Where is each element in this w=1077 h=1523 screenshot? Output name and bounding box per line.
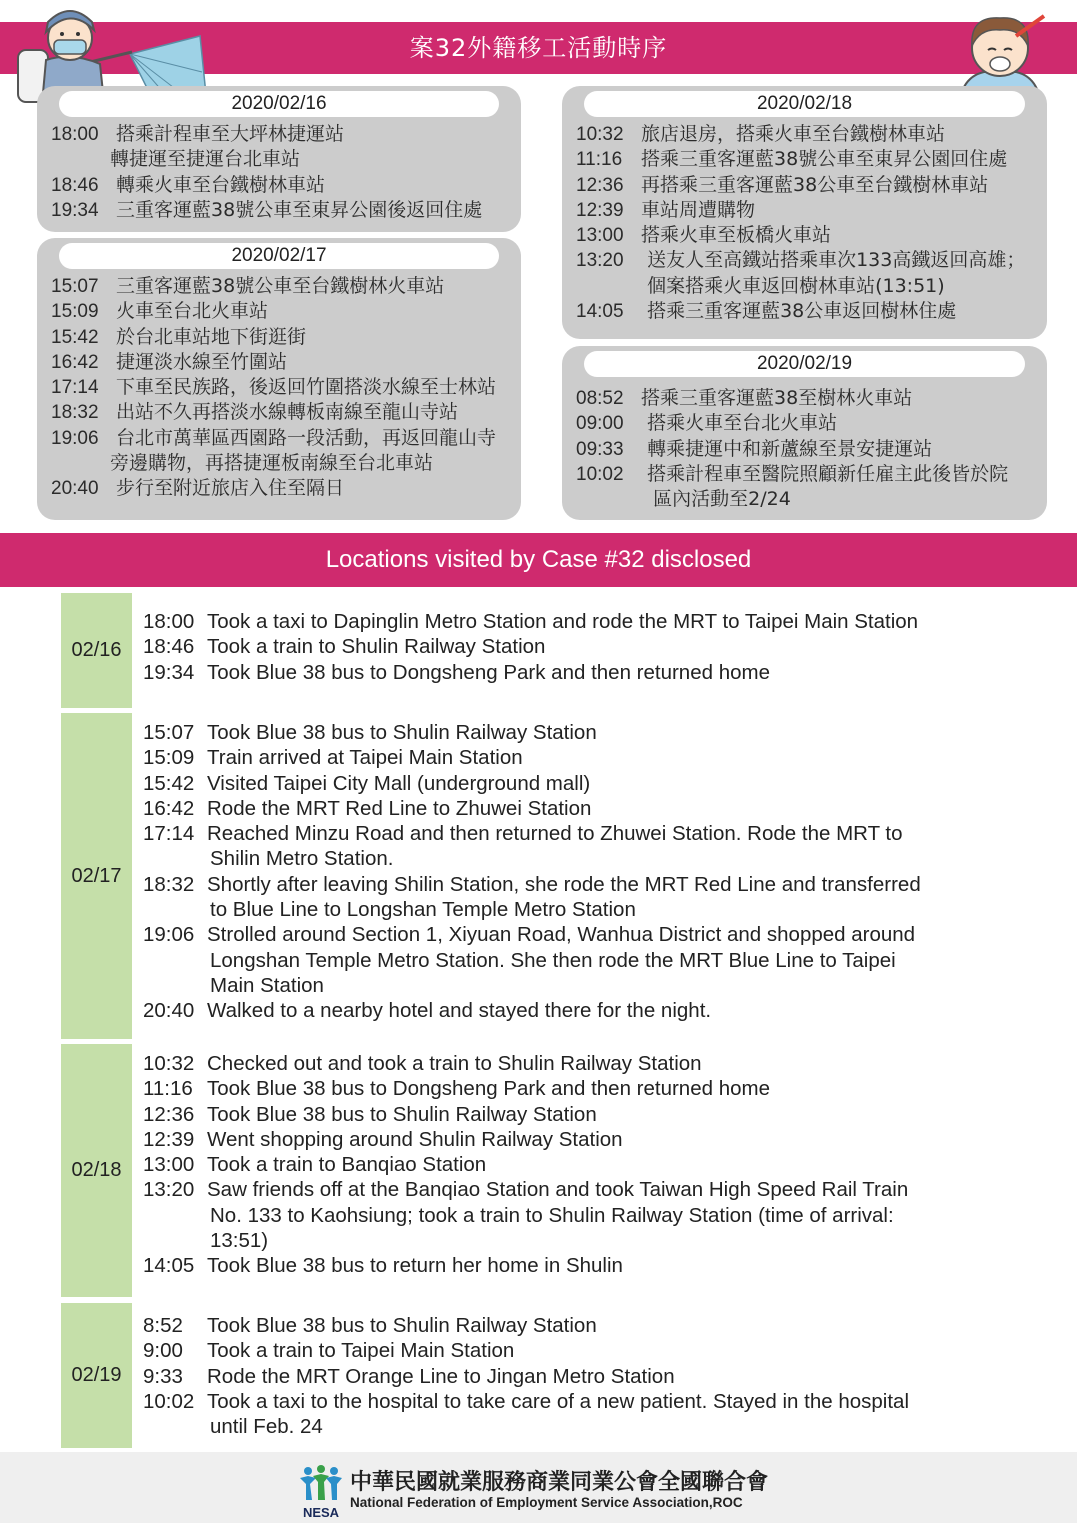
zh-entry [576,487,1039,512]
zh-entry [51,400,513,425]
zh-entry-text: 搭乘三重客運藍38公車返回樹林住處 [635,300,957,323]
en-entry-time: 18:32 [143,872,195,896]
en-entry [143,846,1061,871]
en-entry-text: Rode the MRT Red Line to Zhuwei Station [207,796,592,820]
zh-entry-text: 區內活動至2/24 [635,488,791,511]
zh-entry-time: 15:07 [51,276,99,297]
en-entry [143,1177,1061,1202]
en-entry-time: 20:40 [143,999,195,1023]
zh-entry-text: 再搭乘三重客運藍38公車至台鐵樹林車站 [635,173,989,196]
zh-entry [576,462,1039,487]
zh-card-0216 [37,86,521,232]
zh-entry [51,122,513,147]
en-entry-time: 10:02 [143,1389,195,1413]
zh-entry [51,147,513,172]
en-entry-text: Checked out and took a train to Shulin Railway Station [207,1052,702,1075]
zh-entry-text: 捷運淡水線至竹圍站 [110,350,288,373]
en-entry-time: 15:42 [143,771,195,795]
zh-entry-time: 12:39 [576,199,624,221]
en-entry-time: 18:00 [143,610,195,633]
en-entry [143,1364,1061,1389]
en-entry [143,1414,1061,1439]
zh-card-date: 2020/02/19 [584,351,1025,377]
en-entry-text: Rode the MRT Orange Line to Jingan Metro Station [207,1364,675,1388]
en-row-0216 [61,593,1061,708]
en-entry-text: Saw friends off at the Banqiao Station and took Taiwan High Speed Rail Train [207,1178,909,1202]
en-entry-time: 9:00 [143,1339,183,1363]
en-entry [143,609,1061,634]
zh-entry-text: 轉乘火車至台鐵樹林車站 [110,173,326,196]
zh-entry-time: 18:32 [51,402,99,424]
zh-entry-text: 出站不久再搭淡水線轉板南線至龍山寺站 [110,401,459,424]
logo-word: NESA [302,1505,340,1520]
en-entry [143,998,1061,1023]
en-entry-text: Took a train to Banqiao Station [207,1153,487,1177]
zh-entry-time: 14:05 [576,301,624,323]
en-entry [143,1203,1061,1228]
en-entry [143,1338,1061,1363]
en-entry [143,1051,1061,1076]
en-entry-time [143,1203,207,1228]
zh-entry-time: 18:00 [51,124,99,145]
en-title-bar [0,533,1077,587]
en-entry-time [143,948,207,973]
zh-entry [51,173,513,198]
en-entry-time [143,1228,207,1253]
zh-entry-text: 三重客運藍38號公車至台鐵樹林火車站 [110,275,445,297]
en-entry-text: Took a taxi to the hospital to take care of a new patient. Stayed in the hospital [207,1389,909,1413]
en-row-0218 [61,1044,1061,1297]
zh-entry-time: 19:06 [51,427,99,449]
en-entry-text: Main Station [210,973,324,997]
zh-entry [576,299,1039,324]
en-entry-time [143,973,207,998]
zh-entry [51,198,513,223]
en-row-entries [143,1313,1061,1439]
zh-card-0219 [562,346,1047,520]
en-entry [143,1313,1061,1338]
zh-card-date: 2020/02/16 [59,91,499,117]
en-entry-text: Shilin Metro Station. [210,847,394,871]
zh-entry [576,147,1039,172]
en-entry-text: Reached Minzu Road and then returned to Zhuwei Station. Rode the MRT to [207,822,903,846]
en-entry [143,973,1061,998]
zh-entry [576,437,1039,462]
zh-entry [576,386,1039,411]
en-entry-time: 9:33 [143,1364,183,1388]
zh-entry-text: 火車至台北火車站 [110,300,269,323]
zh-entry-text: 搭乘三重客運藍38至樹林火車站 [635,387,913,409]
zh-entry-time [576,487,635,512]
zh-entry-time: 10:32 [576,124,624,145]
zh-entry-time [51,451,110,476]
en-row-date: 02/18 [61,1044,132,1297]
en-entry-text: Train arrived at Taipei Main Station [207,746,523,770]
zh-entry [576,198,1039,223]
zh-card-0218 [562,86,1047,339]
zh-entry-text: 車站周遭購物 [635,198,756,221]
zh-entry-text: 於台北車站地下街逛街 [110,325,307,348]
en-entry-time: 18:46 [143,635,195,659]
en-entry [143,1076,1061,1101]
zh-entry-time: 09:00 [576,413,624,435]
en-entry-text: until Feb. 24 [210,1415,323,1439]
zh-entry-time: 08:52 [576,388,624,409]
en-entry-text: Walked to a nearby hotel and stayed there for the night. [207,999,712,1023]
zh-entry [51,451,513,476]
en-entry [143,660,1061,685]
en-entry [143,720,1061,745]
zh-entry-time: 16:42 [51,351,99,373]
zh-entry-time [51,147,110,172]
zh-entry-time: 15:09 [51,301,99,323]
en-entry-text: Visited Taipei City Mall (underground mall) [207,771,591,795]
en-entry [143,1253,1061,1278]
nesa-logo-icon [296,1464,346,1504]
en-row-entries [143,1051,1061,1279]
en-entry-time [143,897,207,922]
en-entry [143,1102,1061,1127]
zh-entry [576,173,1039,198]
en-entry-time: 15:09 [143,746,195,770]
zh-entry-text: 三重客運藍38號公車至東昇公園後返回住處 [110,198,483,221]
zh-entry-time: 13:00 [576,225,624,247]
en-entry-time: 17:14 [143,822,195,846]
en-row-date: 02/17 [61,713,132,1039]
zh-card-0217 [37,238,521,520]
zh-entry-text: 搭乘火車至台北火車站 [635,412,838,435]
en-entry-time: 16:42 [143,796,195,820]
en-entry-text: Went shopping around Shulin Railway Station [207,1127,623,1151]
en-entry-text: Took a train to Shulin Railway Station [207,635,546,659]
en-entry-time: 13:20 [143,1178,195,1202]
zh-entry-time: 13:20 [576,250,624,272]
en-entry-time: 13:00 [143,1153,195,1177]
zh-card-entries [576,386,1039,512]
en-entry-time [143,1414,207,1439]
zh-entry [576,274,1039,299]
zh-entry [576,122,1039,147]
en-entry-text: Took a train to Taipei Main Station [207,1339,515,1363]
zh-entry-text: 轉乘捷運中和新蘆線至景安捷運站 [635,437,933,460]
en-entry-text: Took Blue 38 bus to Dongsheng Park and then returned home [207,1077,770,1101]
zh-entry-text: 旅店退房，搭乘火車至台鐵樹林車站 [635,123,946,145]
en-entry-time: 14:05 [143,1254,195,1278]
en-entry-time: 8:52 [143,1314,183,1337]
en-entry-text: Took Blue 38 bus to Shulin Railway Station [207,721,597,744]
zh-entry-text: 送友人至高鐵站搭乘車次133高鐵返回高雄； [635,249,1026,272]
en-entry-time: 19:34 [143,660,195,684]
en-entry-time: 10:32 [143,1052,195,1075]
zh-entry-time [576,274,635,299]
en-row-date: 02/16 [61,593,132,708]
en-entry [143,948,1061,973]
en-entry [143,771,1061,796]
en-entry-text: Shortly after leaving Shilin Station, she rode the MRT Red Line and transferred [207,872,921,896]
en-row-date: 02/19 [61,1303,132,1448]
en-entry-text: Took Blue 38 bus to Dongsheng Park and then returned home [207,660,770,684]
zh-entry-text: 轉捷運至捷運台北車站 [110,148,301,171]
en-entry-text: Strolled around Section 1, Xiyuan Road, Wanhua District and shopped around [207,923,916,947]
en-entry-text: No. 133 to Kaohsiung; took a train to Shulin Railway Station (time of arrival: [210,1203,894,1227]
zh-entry-time: 11:16 [576,149,623,171]
en-entry [143,897,1061,922]
en-entry-time: 11:16 [143,1077,193,1101]
zh-entry-time: 18:46 [51,174,99,196]
en-entry-text: to Blue Line to Longshan Temple Metro Station [210,898,636,922]
zh-entry-time: 09:33 [576,438,624,460]
org-name-zh: 中華民國就業服務商業同業公會全國聯合會 [350,1470,769,1495]
en-entry [143,821,1061,846]
zh-card-date: 2020/02/18 [584,91,1025,117]
zh-card-entries [576,122,1039,324]
zh-entry [51,325,513,350]
en-entry [143,1389,1061,1414]
zh-entry [51,274,513,299]
zh-entry-time: 19:34 [51,199,99,221]
en-row-entries [143,609,1061,685]
zh-entry [51,350,513,375]
en-row-entries [143,720,1061,1024]
zh-entry [51,375,513,400]
zh-entry-time: 15:42 [51,326,99,348]
en-row-0219 [61,1303,1061,1448]
zh-entry-text: 下車至民族路，後返回竹圍搭淡水線至士林站 [110,376,497,399]
en-entry-time [143,846,207,871]
zh-entry-text: 步行至附近旅店入住至隔日 [110,477,345,500]
en-entry-time: 15:07 [143,721,195,744]
zh-card-entries [51,274,513,502]
nesa-logo [296,1464,346,1520]
zh-entry-text: 台北市萬華區西園路一段活動，再返回龍山寺 [110,426,497,449]
zh-entry [51,299,513,324]
zh-entry [576,223,1039,248]
en-entry-text: Took Blue 38 bus to return her home in Shulin [207,1254,623,1278]
zh-entry-text: 旁邊購物，再搭捷運板南線至台北車站 [110,452,434,475]
en-entry [143,745,1061,770]
zh-entry-text: 搭乘計程車至醫院照顧新任雇主此後皆於院 [635,462,1009,485]
zh-entry-text: 搭乘火車至板橋火車站 [635,224,832,247]
zh-entry [576,248,1039,273]
en-entry [143,796,1061,821]
zh-entry-time: 10:02 [576,463,624,485]
zh-entry [576,411,1039,436]
en-entry [143,1228,1061,1253]
zh-card-date: 2020/02/17 [59,243,499,269]
en-entry [143,634,1061,659]
zh-entry-time: 17:14 [51,377,99,399]
zh-entry-text: 搭乘計程車至大坪林捷運站 [110,123,345,145]
zh-entry [51,426,513,451]
en-entry [143,1127,1061,1152]
en-entry-text: Longshan Temple Metro Station. She then rode the MRT Blue Line to Taipei [210,948,896,972]
en-entry-text: Took a taxi to Dapinglin Metro Station and rode the MRT to Taipei Main Station [207,610,919,633]
zh-entry-time: 12:36 [576,174,624,196]
en-row-0217 [61,713,1061,1039]
en-entry-text: Took Blue 38 bus to Shulin Railway Station [207,1314,597,1337]
en-entry [143,872,1061,897]
zh-card-entries [51,122,513,223]
en-entry-text: 13:51) [210,1229,269,1253]
zh-entry-text: 個案搭乘火車返回樹林車站(13:51) [635,274,945,297]
zh-entry [51,476,513,501]
zh-title: 案32外籍移工活動時序 [409,34,668,62]
zh-entry-text: 搭乘三重客運藍38號公車至東昇公園回住處 [635,148,1008,171]
en-entry [143,922,1061,947]
en-title: Locations visited by Case #32 disclosed [325,546,752,573]
footer [0,1452,1077,1523]
en-entry-time: 12:39 [143,1127,195,1151]
en-entry-time: 19:06 [143,923,195,947]
en-entry-text: Took Blue 38 bus to Shulin Railway Station [207,1102,597,1126]
en-entry [143,1152,1061,1177]
en-entry-time: 12:36 [143,1102,195,1126]
org-name-en: National Federation of Employment Service Association,ROC [350,1495,743,1510]
zh-entry-time: 20:40 [51,478,99,500]
